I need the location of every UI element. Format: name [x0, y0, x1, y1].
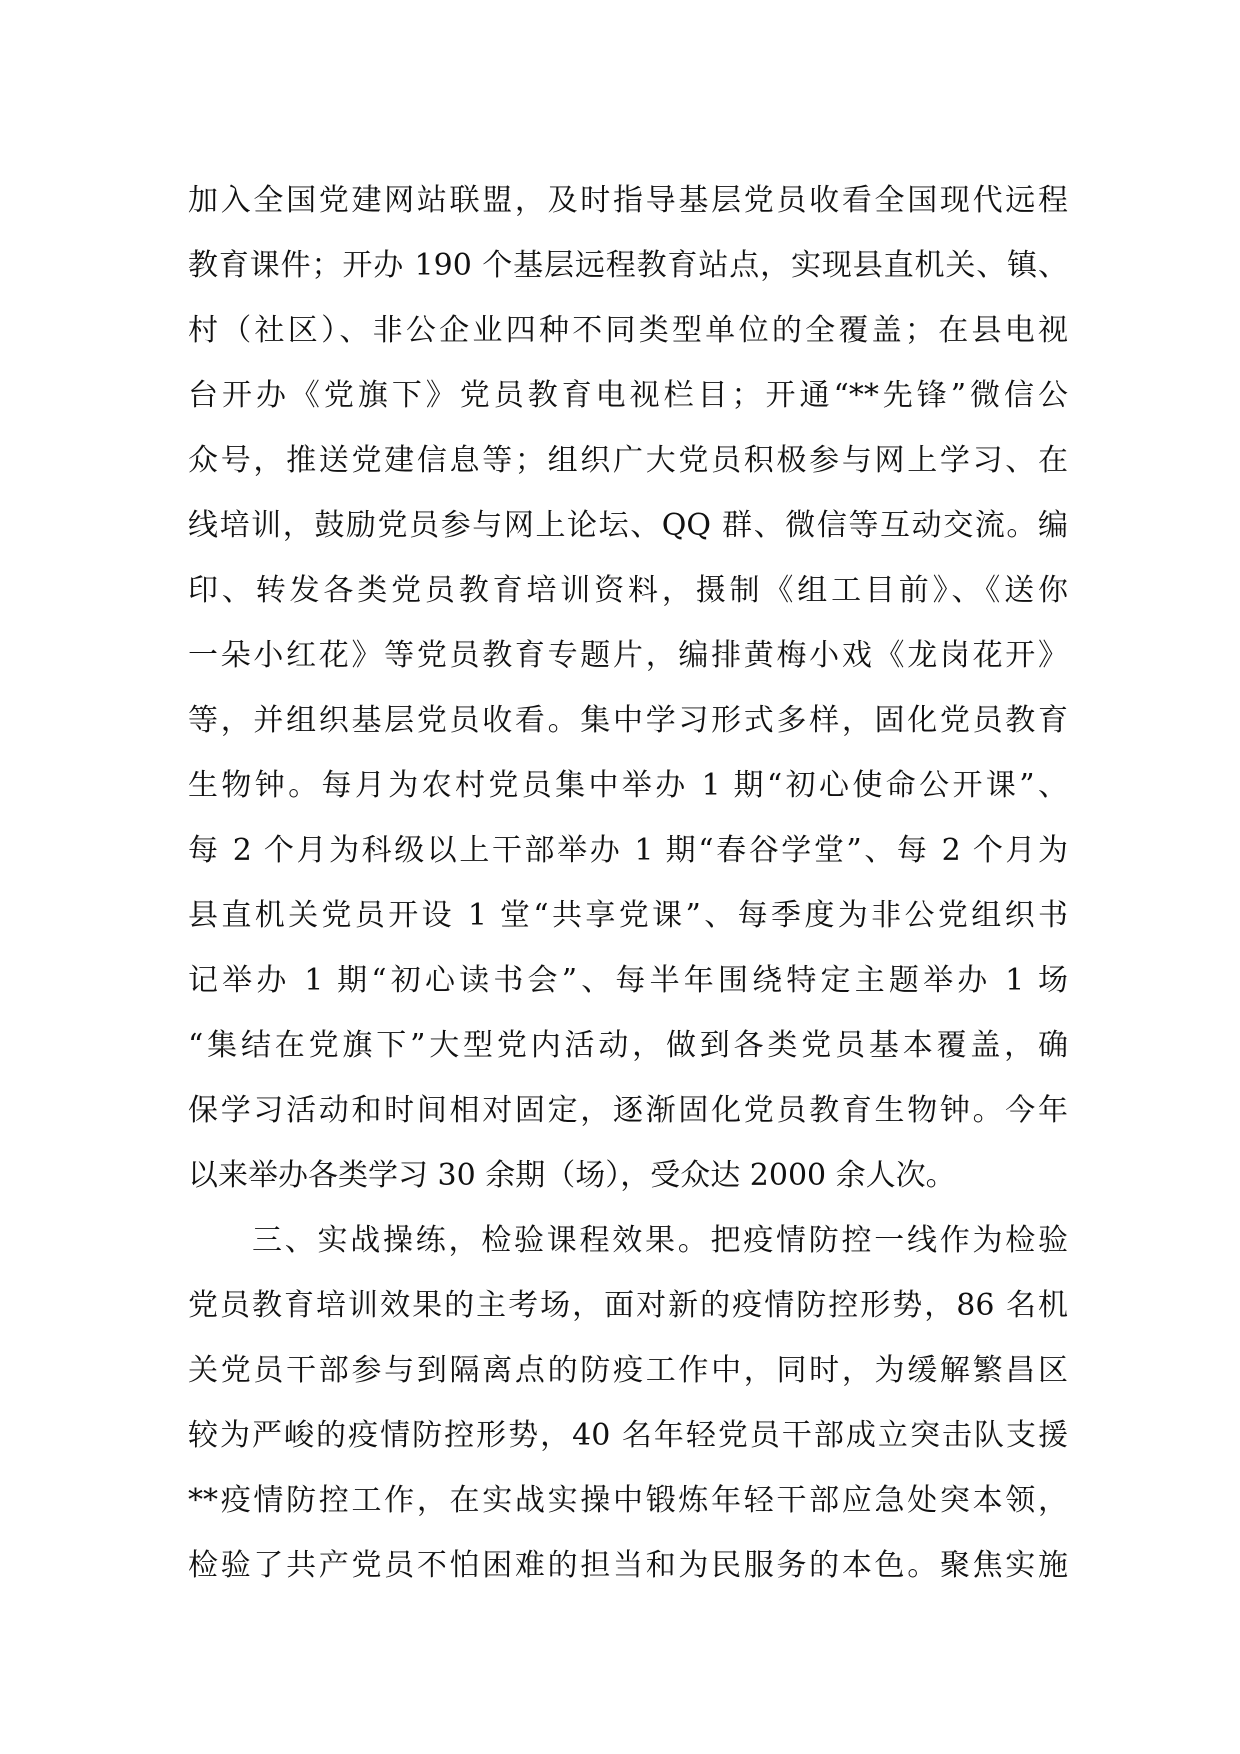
text-line: 保学习活动和时间相对固定，逐渐固化党员教育生物钟。今年: [188, 1093, 1068, 1128]
text-line: 印、转发各类党员教育培训资料，摄制《组工目前》、《送你: [188, 573, 1068, 608]
text-line: 较为严峻的疫情防控形势，40 名年轻党员干部成立突击队支援: [188, 1418, 1068, 1453]
text-line: 众号，推送党建信息等；组织广大党员积极参与网上学习、在: [188, 443, 1068, 478]
text-line: 关党员干部参与到隔离点的防疫工作中，同时，为缓解繁昌区: [188, 1353, 1068, 1388]
text-line: 教育课件；开办 190 个基层远程教育站点，实现县直机关、镇、: [188, 248, 1068, 283]
text-line: 记举办 1 期“初心读书会”、每半年围绕特定主题举办 1 场: [188, 963, 1068, 998]
paragraph-2: [188, 1208, 1068, 1598]
text-line: 台开办《党旗下》党员教育电视栏目；开通“**先锋”微信公: [188, 378, 1068, 413]
document-body: [188, 168, 1068, 1598]
text-line: 村（社区）、非公企业四种不同类型单位的全覆盖；在县电视: [188, 313, 1068, 348]
text-line: 县直机关党员开设 1 堂“共享党课”、每季度为非公党组织书: [188, 898, 1068, 933]
text-line: **疫情防控工作，在实战实操中锻炼年轻干部应急处突本领，: [188, 1483, 1068, 1518]
text-line: 党员教育培训效果的主考场，面对新的疫情防控形势，86 名机: [188, 1288, 1068, 1323]
paragraph-1: [188, 168, 1068, 1208]
text-line: 线培训，鼓励党员参与网上论坛、QQ 群、微信等互动交流。编: [188, 508, 1068, 543]
text-line: 每 2 个月为科级以上干部举办 1 期“春谷学堂”、每 2 个月为: [188, 833, 1068, 868]
text-line: 等，并组织基层党员收看。集中学习形式多样，固化党员教育: [188, 703, 1068, 738]
text-line: 加入全国党建网站联盟，及时指导基层党员收看全国现代远程: [188, 183, 1068, 218]
text-line: “集结在党旗下”大型党内活动，做到各类党员基本覆盖，确: [188, 1028, 1068, 1063]
text-line: 以来举办各类学习 30 余期（场），受众达 2000 余人次。: [188, 1158, 956, 1193]
text-line: 检验了共产党员不怕困难的担当和为民服务的本色。聚焦实施: [188, 1548, 1068, 1583]
section-heading-line: 三、实战操练，检验课程效果。把疫情防控一线作为检验: [252, 1223, 1068, 1258]
text-line: 一朵小红花》等党员教育专题片，编排黄梅小戏《龙岗花开》: [188, 638, 1068, 673]
text-line: 生物钟。每月为农村党员集中举办 1 期“初心使命公开课”、: [188, 768, 1068, 803]
